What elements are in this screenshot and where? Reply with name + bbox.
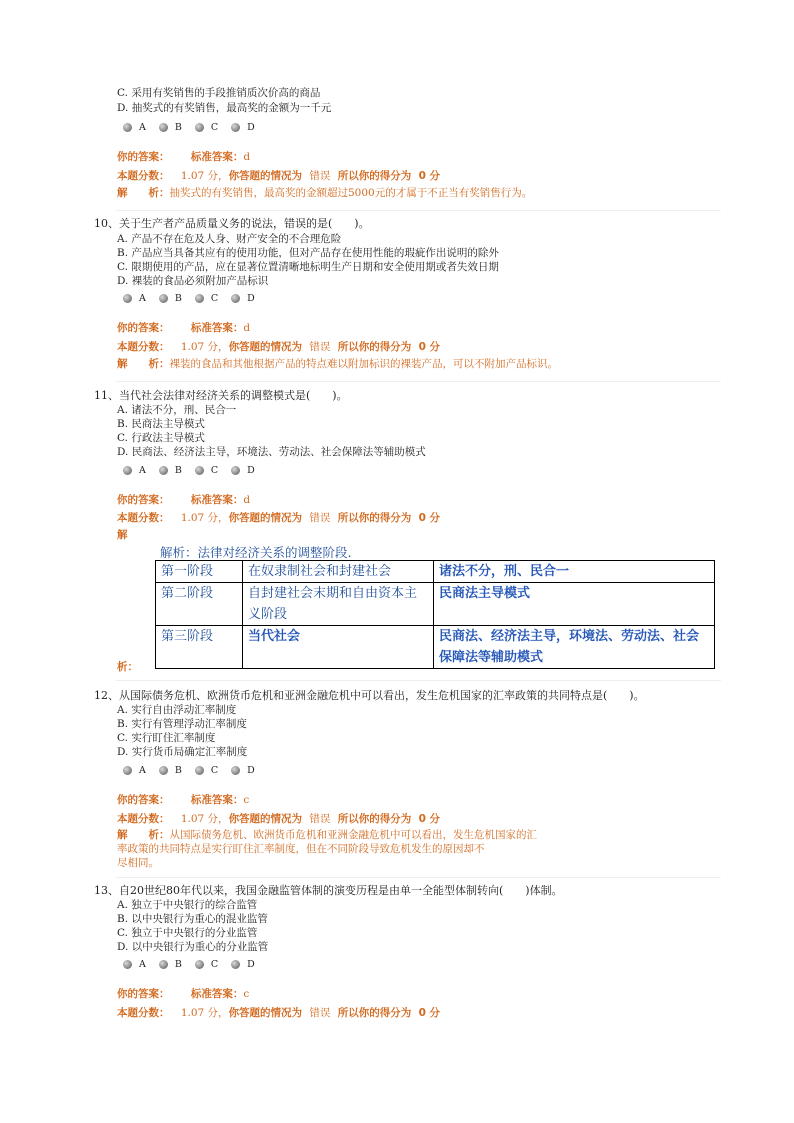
- period-cell: 在奴隶制社会和封建社会: [243, 561, 434, 583]
- period-cell: 当代社会: [243, 626, 434, 669]
- choice-label: B: [174, 958, 182, 970]
- q10-analysis: [117, 357, 558, 371]
- got-label: 所以你的得分为: [337, 341, 412, 353]
- choice-label: C: [210, 292, 219, 304]
- std-answer-label: 标准答案：: [190, 988, 244, 1000]
- radio-d[interactable]: [231, 466, 240, 475]
- q12-analysis-line2: 率政策的共同特点是实行盯住汇率制度，但在不同阶段导致危机发生的原因却不: [117, 843, 485, 855]
- got-label: 所以你的得分为: [337, 170, 412, 182]
- q10-option-d: D. 裸装的食品必须附加产品标识: [117, 275, 269, 287]
- q11-option-b: B. 民商法主导模式: [117, 418, 205, 430]
- score-value: 1.07 分，: [180, 1007, 229, 1019]
- choice-label: D: [247, 464, 255, 476]
- q13-title: 13、自20世纪80年代以来，我国金融监管体制的演变历程是由单一全能型体制转向( )体制。: [94, 884, 563, 897]
- std-answer-value: d: [243, 322, 251, 334]
- q9-option-d: D. 抽奖式的有奖销售，最高奖的金额为一千元: [117, 102, 332, 114]
- q9-answer-line: [117, 150, 250, 164]
- choice-label: C: [210, 121, 219, 133]
- radio-c[interactable]: [195, 960, 204, 969]
- std-answer-label: 标准答案：: [190, 322, 244, 334]
- analysis-text: 裸装的食品和其他根据产品的特点难以附加标识的裸装产品，可以不附加产品标识。: [169, 358, 558, 370]
- radio-d[interactable]: [231, 960, 240, 969]
- result-value: 错误: [309, 512, 331, 524]
- result-value: 错误: [309, 170, 331, 182]
- score-label: 本题分数：: [117, 813, 170, 825]
- result-label: 你答题的情况为: [228, 170, 303, 182]
- got-label: 所以你的得分为: [337, 512, 412, 524]
- choice-label: C: [210, 764, 219, 776]
- radio-c[interactable]: [195, 294, 204, 303]
- radio-d[interactable]: [231, 766, 240, 775]
- choice-label: A: [139, 464, 146, 476]
- got-value: 0 分: [418, 1007, 441, 1019]
- result-value: 错误: [309, 1007, 331, 1019]
- q11-analysis-label-bottom: 析：: [117, 661, 138, 673]
- std-answer-label: 标准答案：: [190, 151, 244, 163]
- analysis-label: 解 析：: [117, 187, 170, 199]
- choice-label: C: [210, 464, 219, 476]
- mode-cell: 民商法、经济法主导，环境法、劳动法、社会保障法等辅助模式: [434, 626, 715, 669]
- result-label: 你答题的情况为: [228, 813, 303, 825]
- choice-label: D: [247, 764, 255, 776]
- q10-option-c: C. 限期使用的产品，应在显著位置清晰地标明生产日期和安全使用期或者失效日期: [117, 261, 499, 273]
- q12-option-b: B. 实行有管理浮动汇率制度: [117, 718, 247, 730]
- q11-score-line: [117, 511, 440, 525]
- result-label: 你答题的情况为: [228, 341, 303, 353]
- question-divider: [116, 381, 721, 382]
- radio-c[interactable]: [195, 123, 204, 132]
- radio-d[interactable]: [231, 294, 240, 303]
- radio-b[interactable]: [159, 294, 168, 303]
- stage-cell: 第三阶段: [156, 626, 243, 669]
- result-label: 你答题的情况为: [228, 512, 303, 524]
- q12-option-a: A. 实行自由浮动汇率制度: [117, 704, 237, 716]
- score-label: 本题分数：: [117, 341, 170, 353]
- radio-b[interactable]: [159, 960, 168, 969]
- period-cell: 自封建社会末期和自由资本主义阶段: [243, 583, 434, 626]
- radio-b[interactable]: [159, 766, 168, 775]
- your-answer-label: 你的答案：: [117, 494, 170, 506]
- q12-option-d: D. 实行货币局确定汇率制度: [117, 746, 248, 758]
- q10-choice-group: [123, 291, 268, 305]
- choice-label: D: [247, 958, 255, 970]
- radio-a[interactable]: [123, 466, 132, 475]
- radio-c[interactable]: [195, 466, 204, 475]
- choice-label: B: [174, 764, 182, 776]
- score-value: 1.07 分，: [180, 813, 229, 825]
- choice-label: B: [174, 121, 182, 133]
- result-label: 你答题的情况为: [228, 1007, 303, 1019]
- q11-analysis-table: [155, 560, 715, 669]
- std-answer-value: d: [243, 151, 251, 163]
- q13-option-c: C. 独立于中央银行的分业监管: [117, 927, 258, 939]
- got-value: 0 分: [418, 512, 441, 524]
- q12-analysis-line3: 尽相同。: [117, 857, 159, 869]
- choice-label: D: [247, 292, 255, 304]
- score-label: 本题分数：: [117, 170, 170, 182]
- stage-cell: 第二阶段: [156, 583, 243, 626]
- choice-label: A: [139, 958, 146, 970]
- choice-label: A: [139, 764, 146, 776]
- q12-choice-group: [123, 763, 268, 777]
- q12-score-line: [117, 812, 440, 826]
- score-value: 1.07 分，: [180, 512, 229, 524]
- radio-d[interactable]: [231, 123, 240, 132]
- choice-label: D: [247, 121, 255, 133]
- q10-option-b: B. 产品应当具备其应有的使用功能，但对产品存在使用性能的瑕疵作出说明的除外: [117, 247, 499, 259]
- q11-choice-group: [123, 463, 268, 477]
- radio-a[interactable]: [123, 294, 132, 303]
- result-value: 错误: [309, 341, 331, 353]
- q12-answer-line: [117, 793, 249, 807]
- q11-option-d: D. 民商法、经济法主导，环境法、劳动法、社会保障法等辅助模式: [117, 446, 426, 458]
- std-answer-value: d: [243, 494, 251, 506]
- q10-title: 10、关于生产者产品质量义务的说法，错误的是( )。: [94, 217, 370, 230]
- q9-option-c: C. 采用有奖销售的手段推销质次价高的商品: [117, 87, 321, 99]
- mode-cell: 诸法不分，刑、民合一: [434, 561, 715, 583]
- your-answer-label: 你的答案：: [117, 322, 170, 334]
- your-answer-label: 你的答案：: [117, 151, 170, 163]
- analysis-text: 抽奖式的有奖销售，最高奖的金额超过5000元的才属于不正当有奖销售行为。: [169, 187, 533, 199]
- score-value: 1.07 分，: [180, 341, 229, 353]
- q12-title: 12、从国际债务危机、欧洲货币危机和亚洲金融危机中可以看出，发生危机国家的汇率政策的共同特点是( )。: [94, 689, 645, 702]
- q10-answer-line: [117, 321, 250, 335]
- choice-label: A: [139, 121, 146, 133]
- got-label: 所以你的得分为: [337, 1007, 412, 1019]
- score-value: 1.07 分，: [180, 170, 229, 182]
- got-value: 0 分: [418, 813, 441, 825]
- std-answer-value: c: [243, 988, 250, 1000]
- q11-analysis-title: 解析：法律对经济关系的调整阶段.: [160, 545, 352, 560]
- mode-cell: 民商法主导模式: [434, 583, 715, 626]
- q13-choice-group: [123, 957, 268, 971]
- your-answer-label: 你的答案：: [117, 988, 170, 1000]
- radio-b[interactable]: [159, 466, 168, 475]
- q11-title: 11、当代社会法律对经济关系的调整模式是( )。: [94, 389, 348, 402]
- q11-option-c: C. 行政法主导模式: [117, 432, 205, 444]
- q12-analysis: [117, 828, 537, 842]
- choice-label: C: [210, 958, 219, 970]
- choice-label: B: [174, 464, 182, 476]
- std-answer-label: 标准答案：: [190, 794, 244, 806]
- q11-analysis-label-top: 解: [117, 529, 128, 541]
- your-answer-label: 你的答案：: [117, 794, 170, 806]
- question-divider: [116, 877, 721, 878]
- std-answer-label: 标准答案：: [190, 494, 244, 506]
- radio-a[interactable]: [123, 960, 132, 969]
- q10-score-line: [117, 340, 440, 354]
- choice-label: A: [139, 292, 146, 304]
- score-label: 本题分数：: [117, 512, 170, 524]
- q13-answer-line: [117, 987, 249, 1001]
- got-value: 0 分: [418, 170, 441, 182]
- q9-analysis: [117, 186, 532, 200]
- analysis-text: 从国际债务危机、欧洲货币危机和亚洲金融危机中可以看出，发生危机国家的汇: [169, 829, 537, 841]
- q9-score-line: [117, 169, 440, 183]
- q13-score-line: [117, 1006, 440, 1020]
- q13-option-b: B. 以中央银行为重心的混业监管: [117, 913, 268, 925]
- choice-label: B: [174, 292, 182, 304]
- analysis-label: 解 析：: [117, 829, 170, 841]
- got-value: 0 分: [418, 341, 441, 353]
- got-label: 所以你的得分为: [337, 813, 412, 825]
- stage-cell: 第一阶段: [156, 561, 243, 583]
- radio-c[interactable]: [195, 766, 204, 775]
- radio-b[interactable]: [159, 123, 168, 132]
- std-answer-value: c: [243, 794, 250, 806]
- q11-analysis-table-wrap: [155, 560, 715, 669]
- radio-a[interactable]: [123, 766, 132, 775]
- q11-answer-line: [117, 493, 250, 507]
- q11-option-a: A. 诸法不分，刑、民合一: [117, 404, 237, 416]
- radio-a[interactable]: [123, 123, 132, 132]
- q10-option-a: A. 产品不存在危及人身、财产安全的不合理危险: [117, 233, 342, 245]
- q12-option-c: C. 实行盯住汇率制度: [117, 732, 216, 744]
- table-row: [156, 583, 715, 626]
- q9-choice-group: [123, 120, 268, 134]
- table-row: [156, 561, 715, 583]
- result-value: 错误: [309, 813, 331, 825]
- question-divider: [116, 680, 721, 681]
- question-divider: [116, 210, 721, 211]
- analysis-label: 解 析：: [117, 358, 170, 370]
- q13-option-a: A. 独立于中央银行的综合监管: [117, 899, 258, 911]
- table-row: [156, 626, 715, 669]
- score-label: 本题分数：: [117, 1007, 170, 1019]
- q13-option-d: D. 以中央银行为重心的分业监管: [117, 941, 269, 953]
